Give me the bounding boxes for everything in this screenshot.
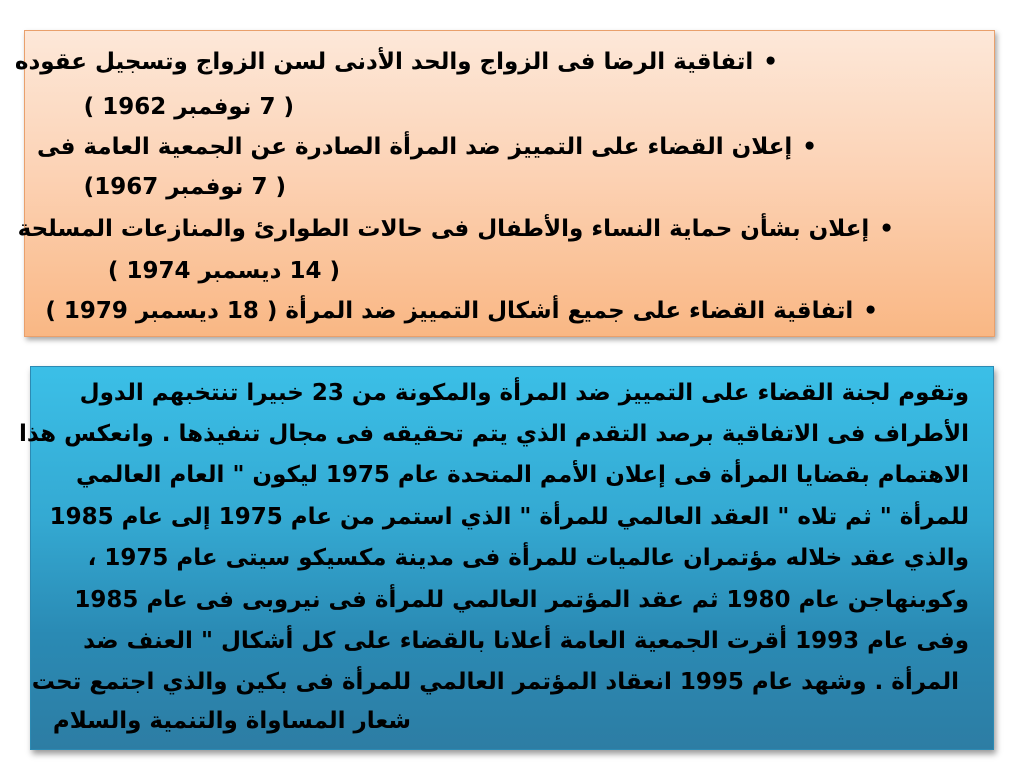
convention-item-4-line1 <box>45 296 878 326</box>
paragraph-line-4: للمرأة " ثم تلاه " العقد العالمي للمرأة " الذي استمر من عام 1975 إلى عام 1985 <box>49 504 969 530</box>
paragraph-line-6: وكوبنهاجن عام 1980 ثم عقد المؤتمر العالمي للمرأة فى نيروبى فى عام 1985 <box>74 587 969 613</box>
bullet-icon: • <box>879 216 894 242</box>
paragraph-line-3: الاهتمام بقضايا المرأة فى إعلان الأمم المتحدة عام 1975 ليكون " العام العالمي <box>75 462 969 488</box>
paragraph-line-7: وفى عام 1993 أقرت الجمعية العامة أعلانا بالقضاء على كل أشكال " العنف ضد <box>83 628 969 654</box>
convention-item-3-line1 <box>18 214 894 244</box>
convention-item-3-date: ( 14 ديسمبر 1974 ) <box>107 258 340 284</box>
convention-item-1-line1 <box>15 47 778 77</box>
bullet-icon: • <box>863 298 878 324</box>
paragraph-line-5: والذي عقد خلاله مؤتمران عالميات للمرأة فى مدينة مكسيكو سيتى عام 1975 ، <box>87 545 969 571</box>
committee-paragraph-box <box>18 366 994 750</box>
convention-item-2-text: إعلان القضاء على التمييز ضد المرأة الصادرة عن الجمعية العامة فى <box>37 134 793 160</box>
convention-item-1-text: اتفاقية الرضا فى الزواج والحد الأدنى لسن الزواج وتسجيل عقوده <box>14 49 754 75</box>
convention-item-2-date: ( 7 نوفمبر 1967) <box>83 174 286 200</box>
convention-item-1-date: ( 7 نوفمبر 1962 ) <box>83 94 294 120</box>
convention-item-2-line1 <box>37 132 817 162</box>
convention-item-4-text: اتفاقية القضاء على جميع أشكال التمييز ضد المرأة ( 18 ديسمبر 1979 ) <box>45 298 854 324</box>
paragraph-line-2: الأطراف فى الاتفاقية برصد التقدم الذي يتم تحقيقه فى مجال تنفيذها . وانعكس هذا <box>18 421 969 447</box>
paragraph-line-1: وتقوم لجنة القضاء على التمييز ضد المرأة والمكونة من 23 خبيرا تنتخبهم الدول <box>79 380 969 406</box>
bullet-icon: • <box>802 134 817 160</box>
paragraph-line-8: المرأة . وشهد عام 1995 انعقاد المؤتمر العالمي للمرأة فى بكين والذي اجتمع تحت <box>31 669 959 695</box>
paragraph-line-9: شعار المساواة والتنمية والسلام <box>52 708 411 734</box>
convention-item-3-text: إعلان بشأن حماية النساء والأطفال فى حالات الطوارئ والمنازعات المسلحة <box>17 216 870 242</box>
bullet-icon: • <box>763 49 778 75</box>
conventions-box <box>14 30 995 337</box>
